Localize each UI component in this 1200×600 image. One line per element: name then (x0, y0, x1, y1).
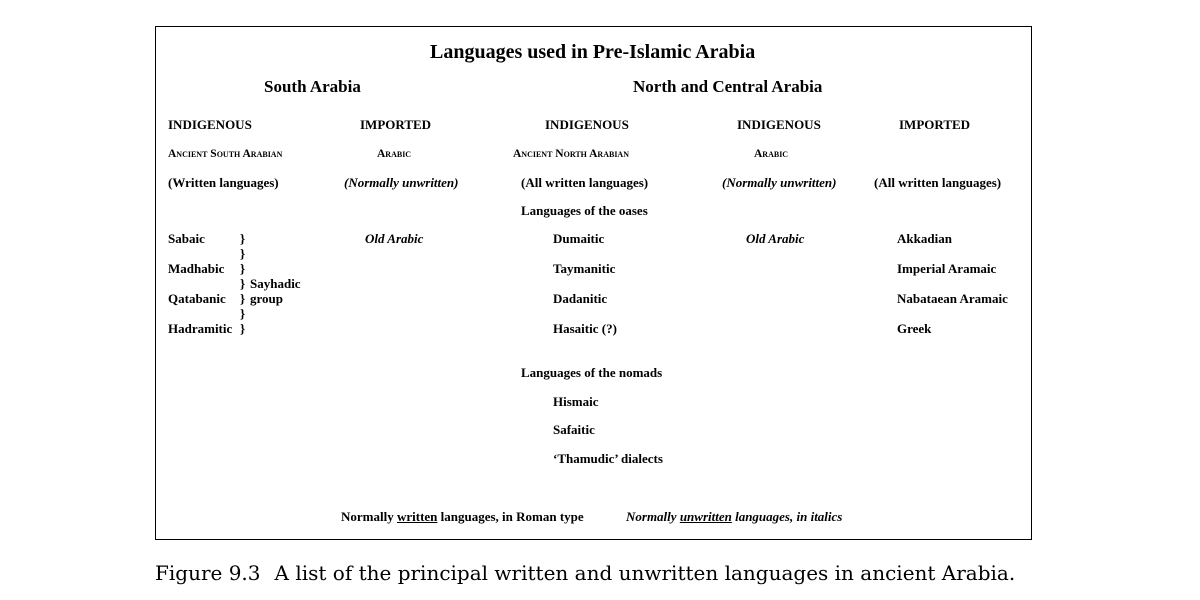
column-type-label: IMPORTED (360, 117, 432, 132)
language-item: Hasaitic (?) (553, 321, 617, 336)
language-item: Dumaitic (553, 231, 605, 246)
language-item: Taymanitic (553, 261, 616, 276)
column-group-name: Ancient South Arabian (168, 148, 283, 160)
nomads-heading: Languages of the nomads (521, 365, 663, 380)
column-group-name: Arabic (377, 148, 412, 160)
oases-heading: Languages of the oases (521, 203, 648, 218)
column-type-label: IMPORTED (899, 117, 971, 132)
column-group-name: Arabic (754, 148, 789, 160)
sayhadic-group-label: group (250, 291, 283, 306)
language-item: ‘Thamudic’ dialects (553, 451, 663, 466)
figure-caption-text: A list of the principal written and unwritten languages in ancient Arabia. (274, 561, 1016, 585)
legend-roman-post: languages, in Roman type (437, 509, 584, 524)
brace-mark: } (240, 261, 246, 276)
language-item: Qatabanic (168, 291, 226, 306)
language-item: Old Arabic (746, 231, 805, 246)
language-item: Hismaic (553, 394, 599, 409)
brace-mark: } (240, 291, 246, 306)
legend-italic-post: languages, in italics (731, 509, 843, 524)
legend-italic (626, 509, 842, 525)
legend-italic-key: unwritten (679, 509, 732, 524)
figure-caption (155, 560, 1015, 586)
brace-mark: } (240, 231, 246, 246)
column-type-label: INDIGENOUS (737, 117, 821, 132)
brace-mark: } (240, 321, 246, 336)
brace-mark: } (240, 306, 246, 321)
column-note: (Normally unwritten) (722, 175, 837, 190)
language-item: Hadramitic (168, 321, 233, 336)
legend-roman-pre: Normally (341, 509, 397, 524)
column-note: (All written languages) (521, 175, 649, 190)
language-item: Akkadian (897, 231, 952, 246)
language-item: Greek (897, 321, 932, 336)
sayhadic-group-label: Sayhadic (250, 276, 301, 291)
legend-italic-pre: Normally (626, 509, 680, 524)
figure-number: Figure 9.3 (155, 561, 261, 585)
column-type-label: INDIGENOUS (168, 117, 252, 132)
language-item: Imperial Aramaic (897, 261, 997, 276)
brace-mark: } (240, 246, 246, 261)
brace-mark: } (240, 276, 246, 291)
column-type-label: INDIGENOUS (545, 117, 629, 132)
legend-roman-key: written (396, 509, 438, 524)
column-note: (Written languages) (168, 175, 279, 190)
legend-roman (341, 509, 584, 525)
language-item: Nabataean Aramaic (897, 291, 1008, 306)
language-item: Dadanitic (553, 291, 608, 306)
language-item: Madhabic (168, 261, 225, 276)
language-item: Old Arabic (365, 231, 424, 246)
region-north-heading: North and Central Arabia (633, 77, 823, 96)
region-south-heading: South Arabia (264, 77, 361, 96)
column-note: (All written languages) (874, 175, 1002, 190)
column-group-name: Ancient North Arabian (513, 148, 629, 160)
column-note: (Normally unwritten) (344, 175, 459, 190)
language-item: Sabaic (168, 231, 205, 246)
language-item: Safaitic (553, 422, 595, 437)
figure-title: Languages used in Pre-Islamic Arabia (430, 41, 756, 63)
